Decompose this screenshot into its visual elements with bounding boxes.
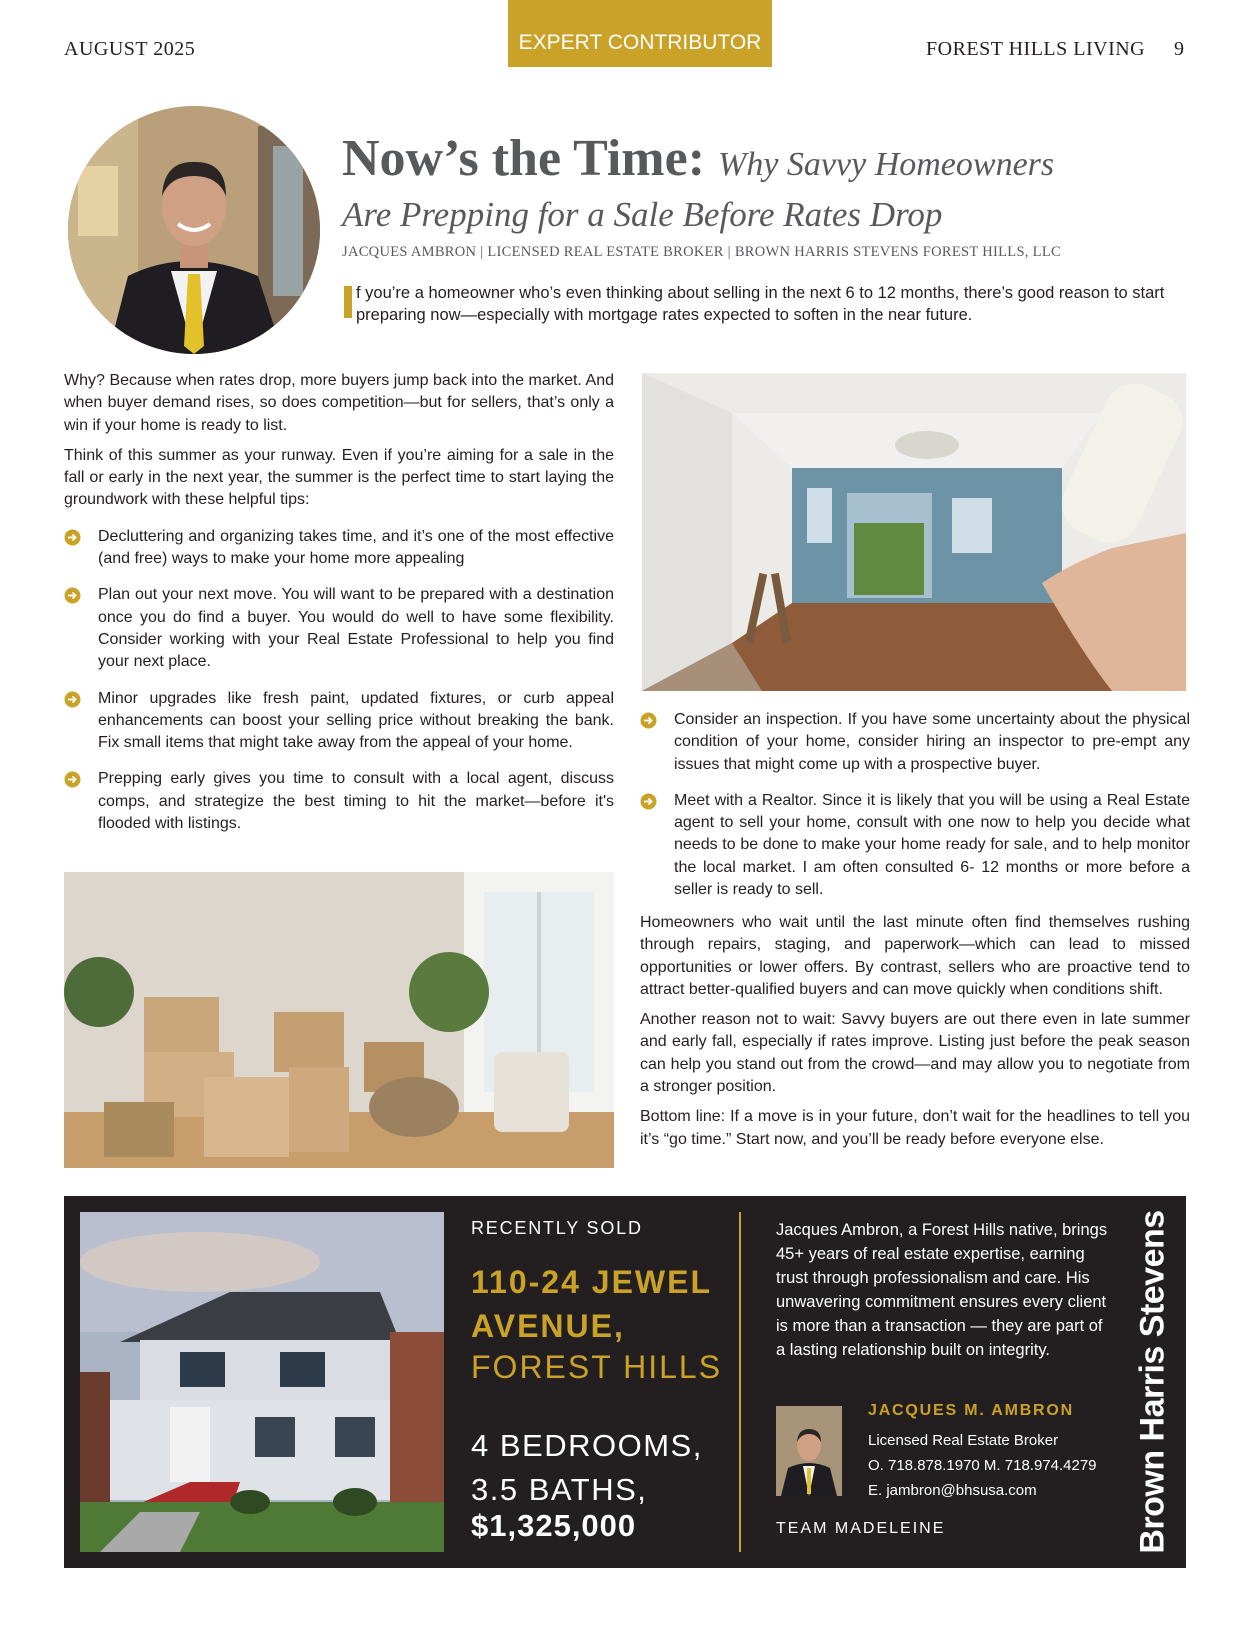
paragraph: Think of this summer as your runway. Even if you’re aiming for a sale in the fall or early in the next year, the summer is the perfect time to start laying the groundwork with these helpful tips: [64,446,614,509]
article-byline: JACQUES AMBRON | LICENSED REAL ESTATE BROKER | BROWN HARRIS STEVENS FOREST HILLS, LLC [342,244,1061,260]
publication-name: FOREST HILLS LIVING [926,38,1146,60]
ad-divider [739,1212,741,1552]
list-item: Plan out your next move. You will want to be prepared with a destination once you do find a buyer. You would do well to have some flexibility. Consider working with your Real Estate Professional to help you find your next place. [64,584,614,673]
property-address: 110-24 JEWEL AVENUE, [471,1264,712,1344]
list-item: Prepping early gives you time to consult with a local agent, discuss comps, and strategize the best timing to hit the market—before it's flooded with listings. [64,768,614,835]
agent-bio: Jacques Ambron, a Forest Hills native, brings 45+ years of real estate expertise, earning trust through professionalism and care. His unwavering commitment ensures every client is more than a transaction — they are part of a lasting relationship built on integrity. [776,1221,1108,1359]
right-column [640,912,1190,1159]
list-item: Decluttering and organizing takes time, and it’s one of the most effective (and free) ways to make your home more appealing [64,526,614,571]
title-sub-line2: Are Prepping for a Sale Before Rates Drop [342,195,943,234]
property-price: $1,325,000 [471,1508,637,1543]
paragraph: Why? Because when rates drop, more buyers jump back into the market. And when buyer demand rises, so does competition—but for sellers, that’s only a win if your home is ready to list. [64,372,614,434]
page-number: 9 [1174,38,1184,60]
tips-list [64,526,614,836]
property-city: FOREST HILLS [471,1349,723,1385]
moving-boxes-photo [64,872,614,1168]
arrow-circle-icon [64,771,81,788]
title-main: Now’s the Time: [342,130,706,187]
paragraph: Bottom line: If a move is in your future, don’t wait for the headlines to tell you it’s “go time.” Start now, and you’ll be ready before everyone else. [640,1108,1190,1148]
agent-email[interactable]: E. jambron@bhsusa.com [868,1482,1037,1499]
paragraph: Another reason not to wait: Savvy buyers are out there even in late summer and early fall, especially if rates improve. Listing just before the peak season can help you stand out from the crowd—and may allow you to negotiate from a stronger position. [640,1011,1190,1096]
ad-label: RECENTLY SOLD [471,1218,643,1238]
paragraph: Homeowners who wait until the last minute often find themselves rushing through repairs, staging, and paperwork—which can lead to missed opportunities or lower offers. By contrast, sellers who are proactive tend to attract better-qualified buyers and can move quickly when conditions shift. [640,914,1190,998]
title-sub-line1: Why Savvy Homeowners [718,146,1055,183]
agent-title: Licensed Real Estate Broker [868,1432,1059,1449]
section-tag: EXPERT CONTRIBUTOR [508,0,772,67]
brand-wordmark: Brown Harris Stevens [1133,1210,1172,1554]
agent-phones: O. 718.878.1970 M. 718.974.4279 [868,1457,1097,1474]
intro-dropcap [344,286,352,318]
team-name: TEAM MADELEINE [776,1520,946,1537]
arrow-circle-icon [64,529,81,546]
list-item: Minor upgrades like fresh paint, updated fixtures, or curb appeal enhancements can boost your selling price without breaking the bank. Fix small items that might take away from the appeal of your home. [64,688,614,755]
list-item: Meet with a Realtor. Since it is likely that you will be using a Real Estate agent to sell your home, consult with one now to help you decide what needs to be done to make your home ready for sale, and to help monitor the local market. I am often consulted 6- 12 months or more before a seller is ready to sell. [640,790,1190,901]
arrow-circle-icon [640,712,657,729]
property-specs: 4 BEDROOMS, 3.5 BATHS, [471,1428,703,1507]
list-item: Consider an inspection. If you have some uncertainty about the physical condition of your home, consider hiring an inspector to pre-empt any issues that might come up with a prospective buyer. [640,709,1190,776]
agent-headshot [776,1406,842,1496]
tips-list [640,709,1190,901]
author-portrait [68,106,320,354]
article-title [342,132,1222,192]
issue-date: AUGUST 2025 [64,38,196,60]
house-photo [80,1212,444,1552]
arrow-circle-icon [64,691,81,708]
brand-logo [1130,1212,1176,1552]
arrow-circle-icon [64,587,81,604]
left-column [64,370,614,849]
article-intro: f you’re a homeowner who’s even thinking about selling in the next 6 to 12 months, there’s good reason to start preparing now—especially with mortgage rates expected to soften in the near future. [356,284,1165,324]
agent-name: JACQUES M. AMBRON [868,1402,1075,1419]
painting-room-photo [642,373,1186,691]
right-bullets [640,709,1190,915]
agent-contact [868,1428,1097,1503]
arrow-circle-icon [640,793,657,810]
